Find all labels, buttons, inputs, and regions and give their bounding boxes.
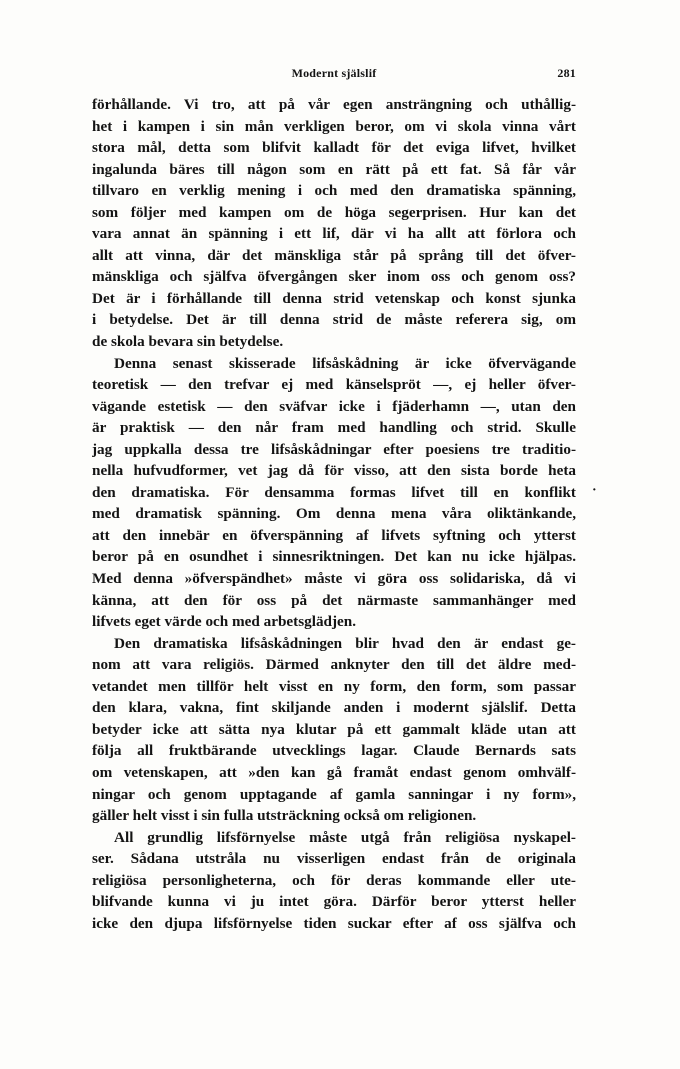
text-line: med dramatisk spänning. Om denna mena våra oliktänkande, (92, 505, 576, 523)
text-line: Den dramatiska lifsåskådningen blir hvad den är endast ge- (114, 634, 576, 652)
text-line: blifvande kunna vi ju intet göra. Därför beror ytterst heller (92, 893, 576, 911)
running-head (92, 66, 576, 84)
running-title: Modernt själslif (291, 66, 377, 80)
text-line: mänskliga och själfva öfvergången sker inom oss och genom oss? (92, 268, 576, 286)
body-text (92, 94, 576, 934)
text-line: tillvaro en verklig mening i och med den dramatiska spänning, (92, 182, 576, 200)
text-line: Denna senast skisserade lifsåskådning är icke öfvervägande (114, 354, 576, 372)
text-line: är praktisk — den når fram med handling och strid. Skulle (92, 419, 576, 437)
text-line: Det är i förhållande till denna strid vetenskap och konst sjunka (92, 289, 576, 307)
page-number: 281 (557, 66, 576, 80)
text-line: känna, att den för oss på det närmaste sammanhänger med (92, 591, 576, 609)
text-line: gäller helt visst i sin fulla utsträckning också om religionen. (92, 807, 477, 825)
text-line: vara annat än spänning i ett lif, där vi ha allt att förlora och (92, 225, 576, 243)
text-line: nella hufvudformer, vet jag då för visso, att den sista borde heta (92, 462, 576, 480)
text-line: jag uppkalla dessa tre lifsåskådningar efter poesiens tre traditio- (92, 440, 576, 458)
text-line: teoretisk — den trefvar ej med känselspröt —, ej heller öfver- (92, 376, 576, 394)
text-line: ningar och genom upptagande af gamla sanningar i ny form», (92, 785, 576, 803)
text-line: i betydelse. Det är till denna strid de måste referera sig, om (92, 311, 576, 329)
text-line: ser. Sådana utstråla nu visserligen endast från de originala (92, 850, 576, 868)
text-line: All grundlig lifsförnyelse måste utgå från religiösa nyskapel- (114, 828, 576, 846)
text-line: betyder icke att sätta nya klutar på ett gammalt kläde utan att (92, 720, 576, 738)
text-line: allt att vinna, där det mänskliga står på språng till det öfver- (92, 246, 576, 264)
text-line: het i kampen i sin mån verkligen beror, om vi skola vinna vårt (92, 117, 576, 135)
margin-mark: · (592, 483, 597, 498)
text-line: Med denna »öfverspändhet» måste vi göra oss solidariska, då vi (92, 570, 576, 588)
text-line: icke den djupa lifsförnyelse tiden suckar efter af oss själfva och (92, 914, 576, 932)
text-line: lifvets eget värde och med arbetsglädjen. (92, 613, 357, 631)
text-line: ingalunda bäres till någon som en rätt på ett fat. Så får vår (92, 160, 576, 178)
text-line: den dramatiska. För densamma formas lifvet till en konflikt (92, 483, 576, 501)
text-line: beror på en osundhet i sinnesriktningen. Det kan nu icke hjälpas. (92, 548, 576, 566)
text-line: nom att vara religiös. Därmed anknyter den till det äldre med- (92, 656, 576, 674)
text-line: att den innebär en öfverspänning af lifvets syftning och ytterst (92, 526, 576, 544)
text-line: de skola bevara sin betydelse. (92, 333, 284, 351)
text-line: som följer med kampen om de höga segerprisen. Hur kan det (92, 203, 576, 221)
text-line: den klara, vakna, fint skiljande anden i modernt själslif. Detta (92, 699, 576, 717)
text-line: förhållande. Vi tro, att på vår egen ansträngning och uthållig- (92, 96, 576, 113)
text-line: vägande estetisk — den sväfvar icke i fjäderhamn —, utan den (92, 397, 576, 415)
text-line: följa all fruktbärande utvecklings lagar. Claude Bernards sats (92, 742, 576, 760)
text-line: om vetenskapen, att »den kan gå framåt endast genom omhvälf- (92, 763, 576, 781)
text-line: religiösa personligheterna, och för deras kommande eller ute- (92, 871, 576, 889)
text-line: vetandet men tillför helt visst en ny form, den form, som passar (92, 677, 576, 695)
text-line: stora mål, detta som blifvit kalladt för det eviga lifvet, hvilket (92, 139, 576, 157)
